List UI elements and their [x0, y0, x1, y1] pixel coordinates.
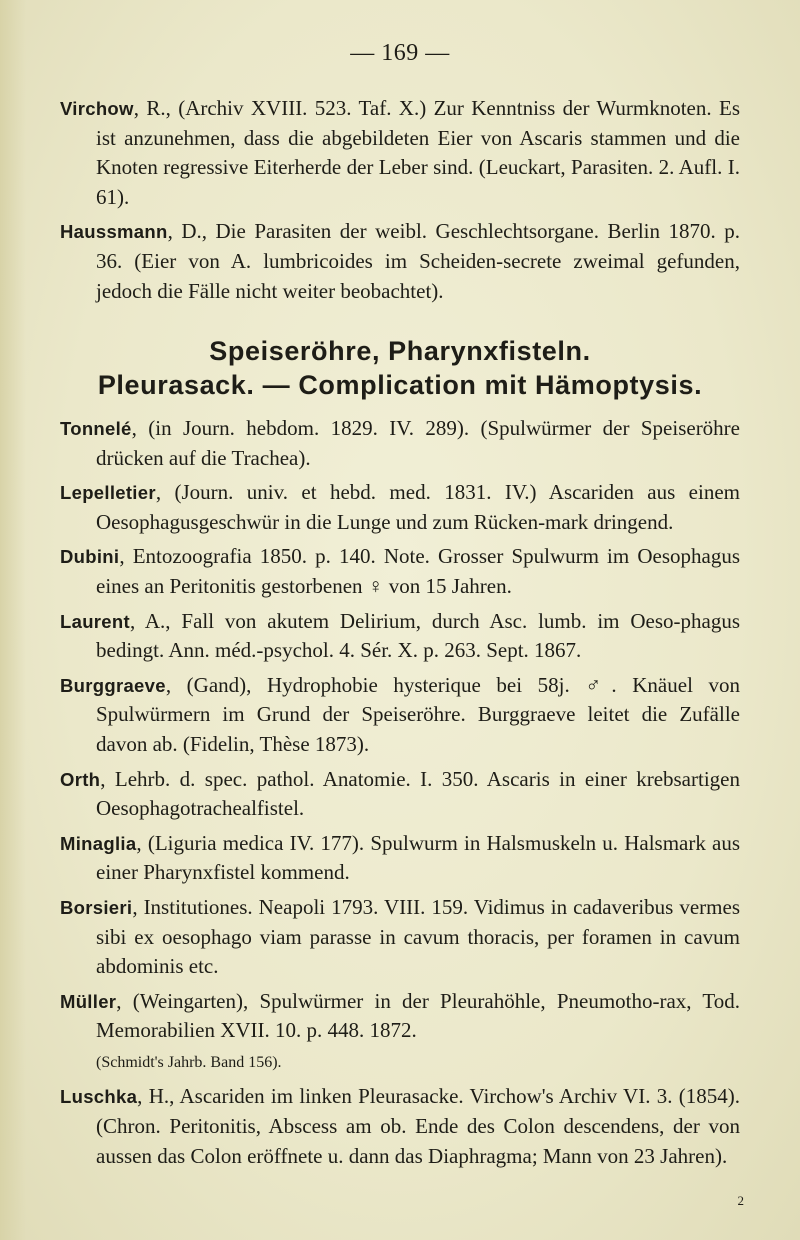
- entry-author: Luschka: [60, 1086, 138, 1108]
- entry-author: Virchow: [60, 98, 134, 119]
- bibliography-entry: [60, 765, 740, 824]
- entry-author: Lepelletier: [60, 482, 156, 504]
- entry-text: , A., Fall von akutem Delirium, durch Asc. lumb. im Oeso-phagus bedingt. Ann. méd.-psychol. 4. Sér. X. p. 263. Sept. 1867.: [96, 608, 740, 663]
- entry-text: , (Liguria medica IV. 177). Spulwurm in Halsmuskeln u. Halsmark aus einer Pharynxfistel kommend.: [96, 830, 740, 885]
- entry-author: Borsieri: [60, 896, 133, 918]
- entry-author: Haussmann: [60, 221, 168, 243]
- printer-signature: 2: [737, 1193, 744, 1208]
- entry-text: , D., Die Parasiten der weibl. Geschlechtsorgane. Berlin 1870. p. 36. (Eier von A. lumbricoides im Scheiden-secrete zweimal gefunden, jedoch die Fälle nicht weiter beobachtet).: [96, 219, 740, 303]
- main-entries: [60, 414, 740, 1176]
- page-number: — 169 —: [350, 40, 450, 66]
- bibliography-entry: [60, 607, 740, 666]
- entry-source-note: (Schmidt's Jahrb. Band 156).: [96, 1053, 282, 1071]
- bibliography-entry: [60, 217, 740, 306]
- bibliography-entry: [60, 478, 740, 537]
- entry-text: , Lehrb. d. spec. pathol. Anatomie. I. 350. Ascaris in einer krebsartigen Oesophagotrachealfistel.: [96, 766, 740, 821]
- entry-text: , R., (Archiv XVIII. 523. Taf. X.) Zur Kenntniss der Wurmknoten. Es ist anzunehmen, dass die abgebildeten Eier von Ascaris stammen und die Knoten regressive Eiterherde der Leber sind. (Leuckart, Parasiten. 2. Aufl. I. 61).: [96, 96, 740, 209]
- entry-author: Laurent: [60, 610, 130, 632]
- entry-text: , (Journ. univ. et hebd. med. 1831. IV.) Ascariden aus einem Oesophagusgeschwür in die Lunge und zum Rücken-mark dringend.: [96, 480, 740, 534]
- entry-author: Dubini: [60, 546, 120, 568]
- entry-text: , (Gand), Hydrophobie hysterique bei 58j. ♂. Knäuel von Spulwürmern im Grund der Speiseröhre. Burggraeve leitet die Zufälle davon ab. (Fidelin, Thèse 1873).: [96, 672, 740, 756]
- top-entries: [60, 94, 740, 311]
- section-heading-line-2: Pleurasack. — Complication mit Hämoptysis.: [97, 370, 703, 400]
- entry-author: Orth: [60, 768, 101, 790]
- entry-text: , (Weingarten), Spulwürmer in der Pleurahöhle, Pneumotho-rax, Tod. Memorabilien XVII. 10. p. 448. 1872.: [96, 988, 740, 1043]
- bibliography-entry: [60, 829, 740, 888]
- bibliography-entry: [60, 94, 740, 212]
- entry-author: Burggraeve: [60, 674, 166, 696]
- page-edge-shadow: [0, 0, 26, 1240]
- entry-author: Minaglia: [60, 832, 137, 854]
- entry-author: Tonnelé: [60, 418, 132, 439]
- bibliography-entry: [60, 1082, 740, 1171]
- section-heading-line-1: Speiseröhre, Pharynxfisteln.: [209, 336, 591, 366]
- entry-text: , H., Ascariden im linken Pleurasacke. Virchow's Archiv VI. 3. (1854). (Chron. Peritonitis, Abscess am ob. Ende des Colon descendens, der von aussen das Colon eröffnete u. dann das Diaphragma; Mann von 23 Jahren).: [96, 1084, 740, 1168]
- bibliography-entry: [60, 414, 740, 473]
- entry-text: , Entozoografia 1850. p. 140. Note. Grosser Spulwurm im Oesophagus eines an Peritonitis gestorbenen ♀ von 15 Jahren.: [96, 544, 740, 598]
- bibliography-entry: [60, 671, 740, 760]
- bibliography-entry: [60, 987, 740, 1078]
- entry-text: , Institutiones. Neapoli 1793. VIII. 159. Vidimus in cadaveribus vermes sibi ex oesophago viam parasse in cavum thoracis, per foramen in cavum abdominis etc.: [96, 894, 740, 979]
- entry-text: , (in Journ. hebdom. 1829. IV. 289). (Spulwürmer der Speiseröhre drücken auf die Trachea).: [96, 416, 740, 470]
- bibliography-entry: [60, 542, 740, 601]
- bibliography-entry: [60, 893, 740, 982]
- entry-author: Müller: [60, 990, 117, 1012]
